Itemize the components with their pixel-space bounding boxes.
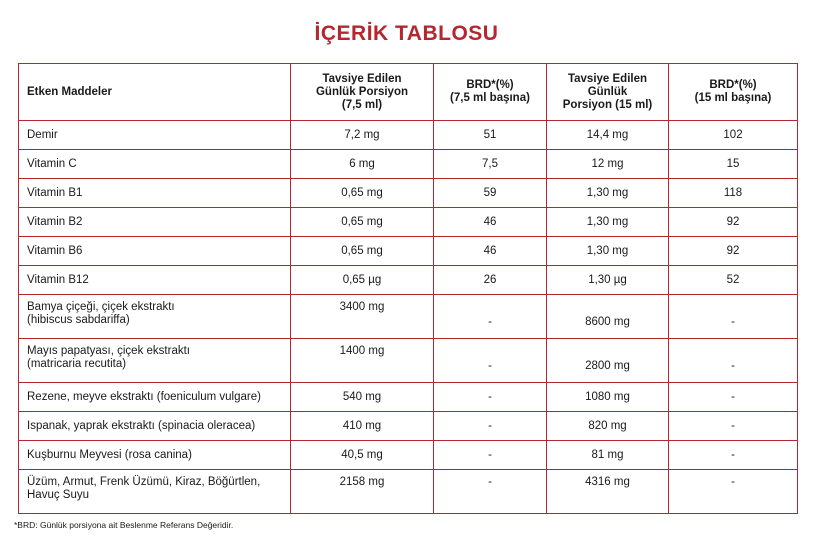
ingredient-name: Vitamin B6 (19, 237, 291, 266)
header-portion-15 (547, 64, 669, 121)
header-brd-15 (669, 64, 798, 121)
portion-7-5-value: 0,65 mg (291, 179, 434, 208)
portion-7-5-value: 1400 mg (291, 339, 434, 383)
ingredient-name-line2: (hibiscus sabdariffa) (27, 314, 130, 326)
header-brd-7-5-line1: BRD*(%) (466, 79, 514, 91)
brd-15-value: - (669, 470, 798, 514)
portion-7-5-value: 0,65 µg (291, 266, 434, 295)
portion-15-value: 14,4 mg (547, 121, 669, 150)
ingredient-name-line1: Mayıs papatyası, çiçek ekstraktı (27, 345, 190, 357)
brd-7-5-value: - (434, 339, 547, 383)
header-portion-15-line1: Tavsiye Edilen (567, 72, 648, 85)
header-brd-15-line1: BRD*(%) (709, 79, 757, 91)
portion-15-value: 81 mg (547, 441, 669, 470)
ingredient-name-line2: (matricaria recutita) (27, 358, 127, 370)
ingredient-name-line1: Üzüm, Armut, Frenk Üzümü, Kiraz, Böğürtlen, (27, 476, 261, 488)
ingredient-name (19, 470, 291, 514)
table-row (19, 470, 798, 514)
brd-15-value: - (669, 295, 798, 339)
brd-15-value: 102 (669, 121, 798, 150)
portion-7-5-value: 2158 mg (291, 470, 434, 514)
header-portion-7-5-line3: (7,5 ml) (341, 98, 383, 111)
brd-7-5-value: 46 (434, 237, 547, 266)
portion-15-value: 1080 mg (547, 383, 669, 412)
ingredient-name: Vitamin B1 (19, 179, 291, 208)
header-portion-15-line2: Günlük (587, 85, 628, 98)
brd-15-value: 118 (669, 179, 798, 208)
portion-7-5-value: 410 mg (291, 412, 434, 441)
ingredient-name: Kuşburnu Meyvesi (rosa canina) (19, 441, 291, 470)
header-portion-7-5-line1: Tavsiye Edilen (322, 72, 402, 85)
header-brd-7-5 (434, 64, 547, 121)
table-row (19, 383, 798, 412)
table-row (19, 441, 798, 470)
ingredient-name: Vitamin B2 (19, 208, 291, 237)
table-row (19, 237, 798, 266)
brd-7-5-value: - (434, 441, 547, 470)
brd-7-5-value: - (434, 470, 547, 514)
ingredient-name: Ispanak, yaprak ekstraktı (spinacia oleracea) (19, 412, 291, 441)
table-row (19, 412, 798, 441)
brd-7-5-value: 26 (434, 266, 547, 295)
table-row (19, 208, 798, 237)
portion-15-value: 1,30 µg (547, 266, 669, 295)
header-brd-15-line2: (15 ml başına) (694, 92, 772, 104)
portion-7-5-value: 40,5 mg (291, 441, 434, 470)
brd-15-value: 92 (669, 237, 798, 266)
table-row (19, 150, 798, 179)
brd-7-5-value: - (434, 412, 547, 441)
table-row (19, 339, 798, 383)
ingredient-name-line2: Havuç Suyu (27, 489, 90, 501)
portion-15-value: 2800 mg (547, 339, 669, 383)
header-portion-15-line3: Porsiyon (15 ml) (562, 98, 653, 111)
header-brd-7-5-line2: (7,5 ml başına) (450, 92, 530, 104)
portion-15-value: 1,30 mg (547, 237, 669, 266)
brd-7-5-value: 46 (434, 208, 547, 237)
portion-7-5-value: 0,65 mg (291, 208, 434, 237)
portion-15-value: 1,30 mg (547, 179, 669, 208)
portion-7-5-value: 6 mg (291, 150, 434, 179)
header-portion-7-5 (291, 64, 434, 121)
brd-15-value: 52 (669, 266, 798, 295)
portion-7-5-value: 7,2 mg (291, 121, 434, 150)
table-row (19, 179, 798, 208)
brd-7-5-value: 51 (434, 121, 547, 150)
ingredient-name: Vitamin B12 (19, 266, 291, 295)
ingredient-name: Vitamin C (19, 150, 291, 179)
brd-15-value: 15 (669, 150, 798, 179)
brd-15-value: - (669, 339, 798, 383)
table-row (19, 266, 798, 295)
brd-7-5-value: 59 (434, 179, 547, 208)
portion-15-value: 4316 mg (547, 470, 669, 514)
header-ingredient: Etken Maddeler (19, 64, 291, 121)
portion-7-5-value: 3400 mg (291, 295, 434, 339)
header-portion-7-5-line2: Günlük Porsiyon (315, 85, 408, 98)
portion-7-5-value: 540 mg (291, 383, 434, 412)
brd-15-value: 92 (669, 208, 798, 237)
brd-15-value: - (669, 441, 798, 470)
portion-15-value: 820 mg (547, 412, 669, 441)
brd-7-5-value: 7,5 (434, 150, 547, 179)
page-title: İÇERİK TABLOSU (314, 22, 499, 45)
ingredient-name: Demir (19, 121, 291, 150)
table-row (19, 295, 798, 339)
footnote: *BRD: Günlük porsiyona ait Beslenme Referans Değeridir. (14, 520, 234, 530)
brd-15-value: - (669, 412, 798, 441)
table-row (19, 121, 798, 150)
portion-15-value: 8600 mg (547, 295, 669, 339)
brd-15-value: - (669, 383, 798, 412)
ingredient-name-line1: Bamya çiçeği, çiçek ekstraktı (27, 301, 175, 313)
portion-15-value: 12 mg (547, 150, 669, 179)
portion-7-5-value: 0,65 mg (291, 237, 434, 266)
brd-7-5-value: - (434, 295, 547, 339)
ingredient-name: Rezene, meyve ekstraktı (foeniculum vulgare) (19, 383, 291, 412)
ingredient-name (19, 339, 291, 383)
ingredients-table (18, 63, 798, 514)
ingredient-name (19, 295, 291, 339)
table-header-row (19, 64, 798, 121)
portion-15-value: 1,30 mg (547, 208, 669, 237)
brd-7-5-value: - (434, 383, 547, 412)
